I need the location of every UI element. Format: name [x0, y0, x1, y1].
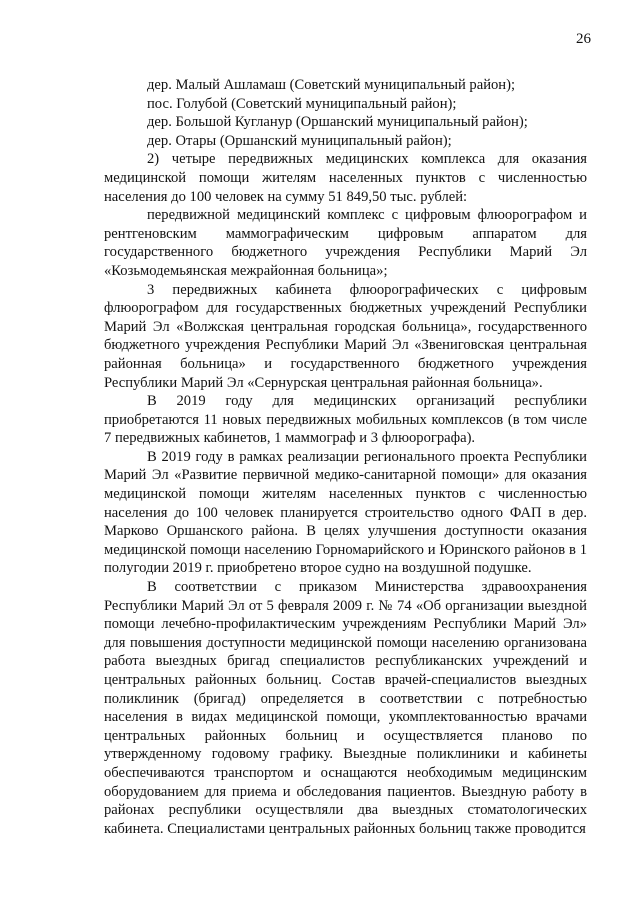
paragraph-mobile-complexes: 2) четыре передвижных медицинских комплекса для оказания медицинской помощи жителям населенных пунктов с численностью населения до 100 человек на сумму 51 849,50 тыс. рублей:: [104, 151, 587, 205]
paragraph-fluorograph-complex: передвижной медицинский комплекс с цифровым флюорографом и рентгеновским маммографическим цифровым аппаратом для государственного бюджетного учреждения Республики Марий Эл «Козьмодемьянская межрайонная больница»;: [104, 207, 587, 279]
paragraph-fluorography-cabinets: 3 передвижных кабинета флюорографических с цифровым флюорографом для государственных бюджетных учреждений Республики Марий Эл «Волжская центральная городская больница», государственного бюджетного учреждения Республики Марий Эл «Звениговская центральная районная больница» и государственного бюджетного учреждения Республики Марий Эл «Сернурская центральная районная больница».: [104, 281, 587, 391]
list-item-settlement: дер. Большой Кугланур (Оршанский муниципальный район);: [147, 114, 528, 131]
paragraph-2019-purchases: В 2019 году для медицинских организаций республики приобретаются 11 новых передвижных мобильных комплексов (в том числе 7 передвижных кабинетов, 1 маммограф и 3 флюорографа).: [104, 393, 587, 447]
page-number: 26: [576, 31, 591, 47]
list-item-settlement: дер. Отары (Оршанский муниципальный район);: [147, 132, 452, 149]
document-body: [104, 76, 587, 838]
paragraph-field-teams: В соответствии с приказом Министерства здравоохранения Республики Марий Эл от 5 февраля 2009 г. № 74 «Об организации выездной помощи лечебно-профилактическим учреждениям Республики Марий Эл» для повышения доступности медицинской помощи населению организована работа выездных бригад специалистов республиканских учреждений и центральных районных больниц. Состав врачей-специалистов выездных поликлиник (бригад) определяется в соответствии с потребностью населения в видах медицинской помощи, укомплектованностью врачами центральных районных больниц и осуществляется планово по утвержденному годовому графику. Выездные поликлиники и кабинеты обеспечиваются транспортом и оснащаются необходимым медицинским оборудованием для приема и обследования пациентов. Выездную работу в районах республики осуществляли два выездных стоматологических кабинета. Специалистами центральных районных больниц также проводится: [104, 579, 587, 837]
paragraph-regional-project: В 2019 году в рамках реализации регионального проекта Республики Марий Эл «Развитие первичной медико-санитарной помощи» для оказания медицинской помощи жителям населенных пунктов с численностью населения до 100 человек планируется строительство одного ФАП в дер. Марково Оршанского района. В целях улучшения доступности оказания медицинской помощи населению Горномарийского и Юринского районов в 1 полугодии 2019 г. приобретено второе судно на воздушной подушке.: [104, 448, 587, 577]
list-item-settlement: пос. Голубой (Советский муниципальный район);: [147, 95, 457, 112]
list-item-settlement: дер. Малый Ашламаш (Советский муниципальный район);: [147, 77, 516, 93]
